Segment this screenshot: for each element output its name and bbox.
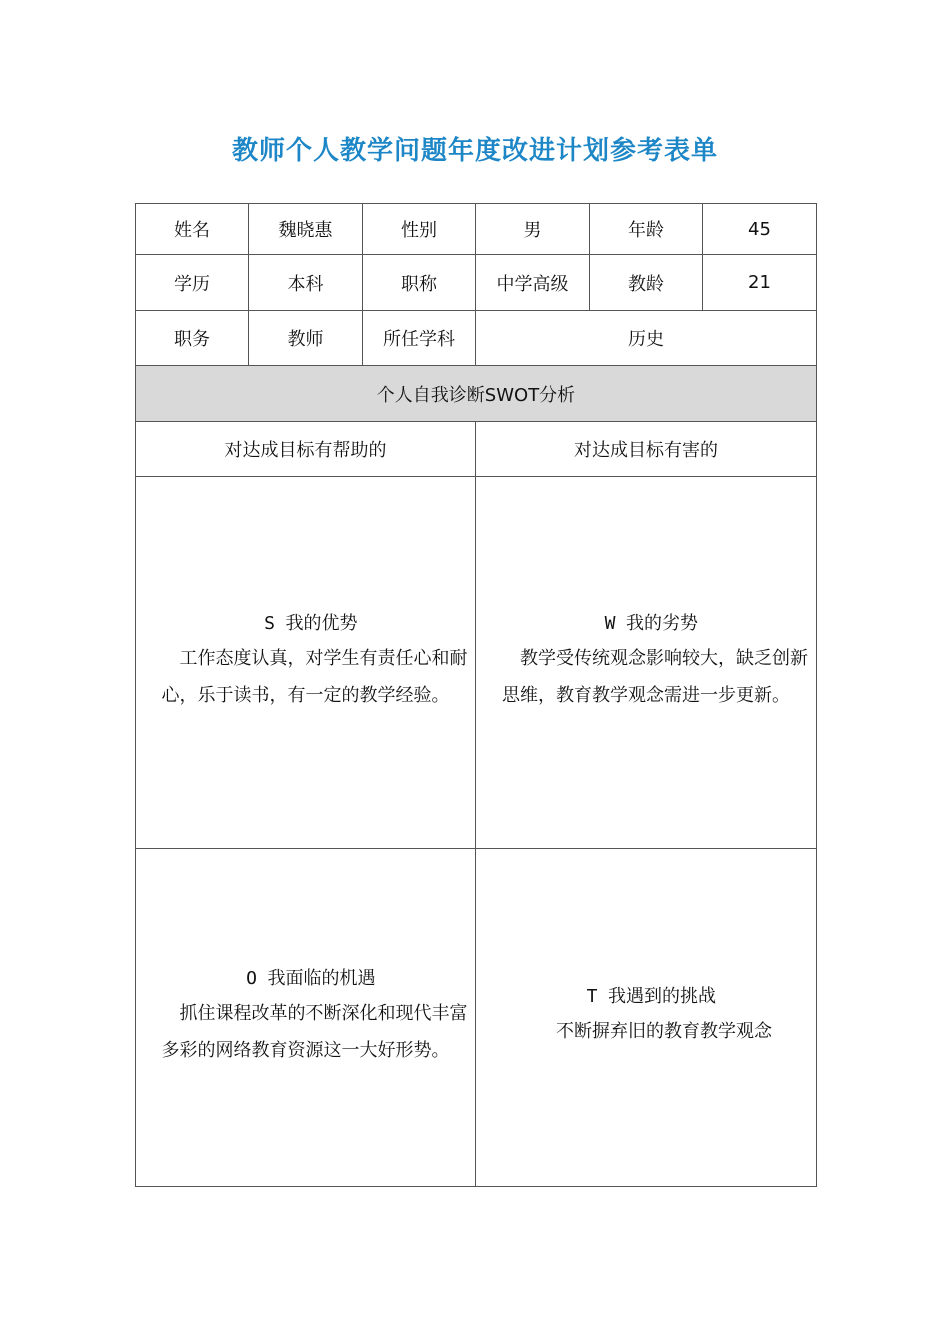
swot-heading: 个人自我诊断SWOT分析 <box>136 366 817 422</box>
weaknesses-cell <box>476 477 817 849</box>
gender-label: 性别 <box>363 204 476 255</box>
opportunities-label: 我面临的机遇 <box>267 967 376 989</box>
opportunities-header <box>136 967 475 991</box>
swot-subheading-row <box>136 422 817 477</box>
education-label: 学历 <box>136 255 249 311</box>
name-label: 姓名 <box>136 204 249 255</box>
opportunities-cell <box>136 849 476 1187</box>
strengths-header <box>136 612 475 636</box>
threats-letter: T <box>586 986 598 1007</box>
subject-value: 历史 <box>476 311 817 366</box>
swot-row-ot <box>136 849 817 1187</box>
threats-text: 不断摒弃旧的教育教学观念 <box>556 1021 772 1042</box>
teaching-years-value: 21 <box>703 255 817 311</box>
teacher-form-table <box>135 203 817 1187</box>
gender-value: 男 <box>476 204 590 255</box>
weaknesses-header <box>476 612 816 636</box>
threats-cell <box>476 849 817 1187</box>
harmful-heading: 对达成目标有害的 <box>476 422 817 477</box>
rank-value: 中学高级 <box>476 255 590 311</box>
subject-label: 所任学科 <box>363 311 476 366</box>
name-value: 魏晓惠 <box>249 204 363 255</box>
weaknesses-label: 我的劣势 <box>626 612 698 634</box>
threats-label: 我遇到的挑战 <box>608 986 716 1007</box>
position-value: 教师 <box>249 311 363 366</box>
opportunities-letter: O <box>246 967 257 989</box>
education-value: 本科 <box>249 255 363 311</box>
strengths-label: 我的优势 <box>285 612 358 634</box>
form-row-1 <box>136 204 817 255</box>
weaknesses-letter: W <box>604 612 616 634</box>
form-row-2 <box>136 255 817 311</box>
swot-heading-row <box>136 366 817 422</box>
strengths-cell <box>136 477 476 849</box>
age-label: 年龄 <box>590 204 703 255</box>
page-title: 教师个人教学问题年度改进计划参考表单 <box>231 136 718 166</box>
strengths-text: 工作态度认真，对学生有责任心和耐心，乐于读书，有一定的教学经验。 <box>161 647 468 706</box>
age-value: 45 <box>703 204 817 255</box>
strengths-letter: S <box>264 612 275 634</box>
rank-label: 职称 <box>363 255 476 311</box>
helpful-heading: 对达成目标有帮助的 <box>136 422 476 477</box>
weaknesses-text: 教学受传统观念影响较大，缺乏创新思维，教育教学观念需进一步更新。 <box>502 647 808 706</box>
position-label: 职务 <box>136 311 249 366</box>
swot-row-sw <box>136 477 817 849</box>
teaching-years-label: 教龄 <box>590 255 703 311</box>
threats-header <box>476 985 816 1009</box>
form-row-3 <box>136 311 817 366</box>
opportunities-text: 抓住课程改革的不断深化和现代丰富多彩的网络教育资源这一大好形势。 <box>161 1002 468 1061</box>
